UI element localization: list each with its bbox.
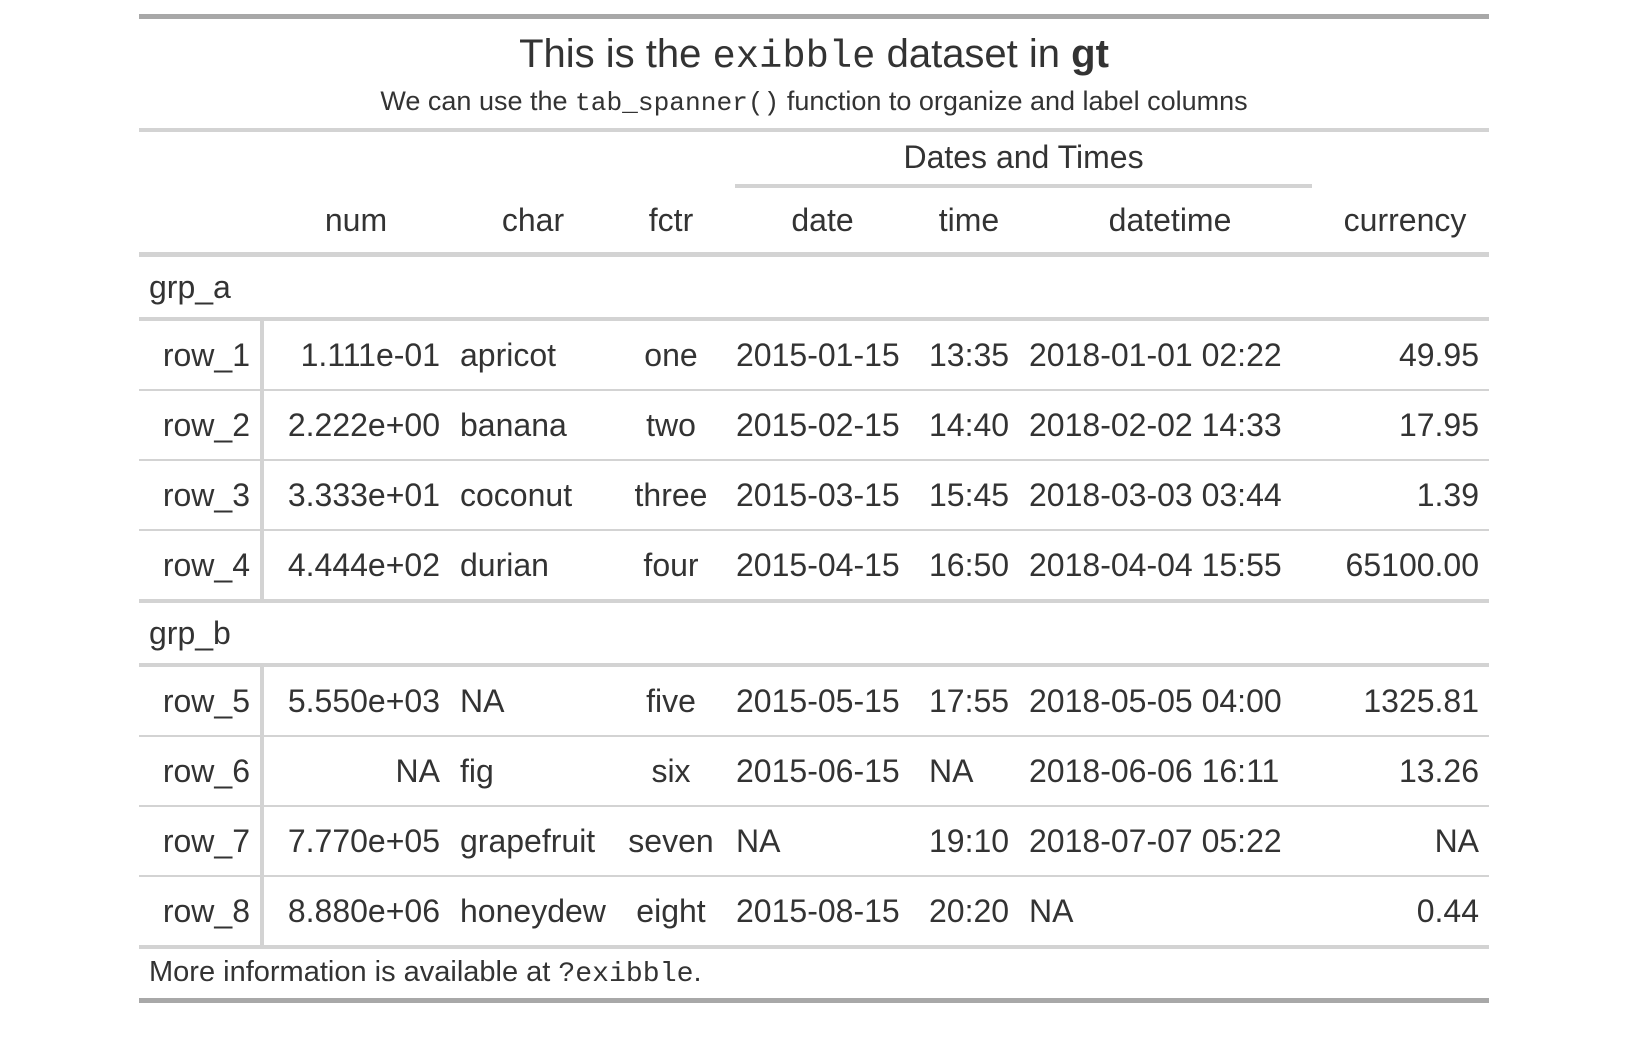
column-header-currency: currency bbox=[1321, 188, 1489, 255]
column-header-char: char bbox=[450, 188, 616, 255]
cell-fctr: eight bbox=[636, 892, 706, 929]
cell-currency: 17.95 bbox=[1321, 390, 1489, 460]
column-header-fctr: fctr bbox=[616, 188, 726, 255]
cell-char: NA bbox=[450, 665, 616, 736]
cell-date: 2015-01-15 bbox=[726, 319, 919, 390]
cell-time: 13:35 bbox=[919, 319, 1019, 390]
cell-date: 2015-05-15 bbox=[726, 665, 919, 736]
cell-fctr: two bbox=[616, 390, 726, 460]
spanner-spacer bbox=[139, 132, 726, 188]
table-row bbox=[139, 530, 1489, 601]
table-row bbox=[139, 665, 1489, 736]
cell-currency: 0.44 bbox=[1416, 892, 1480, 929]
column-header-date: date bbox=[726, 188, 919, 255]
source-note-text-2: . bbox=[693, 956, 702, 988]
row-label: row_2 bbox=[139, 390, 262, 460]
cell-fctr: three bbox=[616, 460, 726, 530]
cell-fctr: one bbox=[616, 319, 726, 390]
cell-char: durian bbox=[450, 530, 616, 601]
spanner-row bbox=[139, 132, 1489, 188]
cell-fctr: four bbox=[616, 530, 726, 601]
cell-currency: 65100.00 bbox=[1321, 530, 1489, 601]
column-header-time: time bbox=[919, 188, 1019, 255]
cell-num: 1.111e-01 bbox=[262, 319, 450, 390]
data-table bbox=[139, 132, 1489, 945]
source-note-code: ?exibble bbox=[558, 959, 694, 990]
table-body bbox=[139, 255, 1489, 946]
row-group-heading bbox=[139, 255, 1489, 320]
table-row bbox=[139, 876, 1489, 945]
spanner-label: Dates and Times bbox=[735, 139, 1312, 188]
cell-time: 15:45 bbox=[919, 460, 1019, 530]
title-code: exibble bbox=[712, 35, 876, 79]
cell-num: 5.550e+03 bbox=[262, 665, 450, 736]
subtitle-text-2: function to organize and label columns bbox=[779, 86, 1248, 116]
cell-time: 14:40 bbox=[919, 390, 1019, 460]
cell-datetime: 2018-05-05 04:00 bbox=[1019, 665, 1321, 736]
cell-time: 19:10 bbox=[919, 806, 1019, 876]
cell-currency: 49.95 bbox=[1321, 319, 1489, 390]
cell-datetime: 2018-06-06 16:11 bbox=[1019, 736, 1321, 806]
row-group-label: grp_b bbox=[139, 601, 1489, 665]
cell-datetime: 2018-04-04 15:55 bbox=[1019, 530, 1321, 601]
column-spanner bbox=[726, 132, 1321, 188]
cell-currency: 1.39 bbox=[1321, 460, 1489, 530]
row-label: row_1 bbox=[139, 319, 262, 390]
row-group-label: grp_a bbox=[139, 255, 1489, 320]
row-label: row_7 bbox=[139, 806, 262, 876]
title-bold: gt bbox=[1071, 32, 1109, 76]
gt-table bbox=[139, 14, 1489, 1003]
cell-fctr: five bbox=[616, 665, 726, 736]
cell-num: NA bbox=[262, 736, 450, 806]
cell-date: 2015-02-15 bbox=[726, 390, 919, 460]
table-row bbox=[139, 319, 1489, 390]
cell-date: NA bbox=[726, 806, 919, 876]
cell-num: 8.880e+06 bbox=[287, 892, 440, 929]
cell-date: 2015-08-15 bbox=[736, 892, 900, 929]
cell-fctr: six bbox=[616, 736, 726, 806]
cell-char: fig bbox=[450, 736, 616, 806]
cell-char: honeydew bbox=[460, 892, 606, 929]
cell-time: 16:50 bbox=[919, 530, 1019, 601]
cell-datetime: 2018-02-02 14:33 bbox=[1019, 390, 1321, 460]
title-text: This is the bbox=[519, 32, 713, 76]
row-label: row_4 bbox=[139, 530, 262, 601]
cell-char: coconut bbox=[450, 460, 616, 530]
source-note bbox=[139, 945, 1489, 998]
cell-time: 17:55 bbox=[919, 665, 1019, 736]
table-header bbox=[139, 19, 1489, 132]
column-headers bbox=[139, 132, 1489, 255]
table-row bbox=[139, 390, 1489, 460]
cell-num: 7.770e+05 bbox=[262, 806, 450, 876]
table-row bbox=[139, 736, 1489, 806]
cell-currency: 13.26 bbox=[1321, 736, 1489, 806]
cell-fctr: seven bbox=[616, 806, 726, 876]
cell-date: 2015-03-15 bbox=[726, 460, 919, 530]
table-row bbox=[139, 806, 1489, 876]
row-label: row_3 bbox=[139, 460, 262, 530]
column-header-datetime: datetime bbox=[1019, 188, 1321, 255]
cell-datetime: 2018-07-07 05:22 bbox=[1019, 806, 1321, 876]
row-label: row_6 bbox=[139, 736, 262, 806]
table-subtitle bbox=[139, 83, 1489, 121]
row-label: row_8 bbox=[139, 876, 262, 945]
source-note-text: More information is available at bbox=[149, 956, 559, 988]
title-text-2: dataset in bbox=[875, 32, 1072, 76]
subtitle-text: We can use the bbox=[380, 86, 576, 116]
column-header-num: num bbox=[262, 188, 450, 255]
column-labels-row bbox=[139, 188, 1489, 255]
cell-datetime: NA bbox=[1029, 892, 1074, 929]
cell-num: 4.444e+02 bbox=[262, 530, 450, 601]
cell-currency: NA bbox=[1321, 806, 1489, 876]
row-group-heading bbox=[139, 601, 1489, 665]
cell-datetime: 2018-03-03 03:44 bbox=[1019, 460, 1321, 530]
cell-date: 2015-06-15 bbox=[726, 736, 919, 806]
row-label: row_5 bbox=[139, 665, 262, 736]
cell-num: 2.222e+00 bbox=[262, 390, 450, 460]
cell-char: apricot bbox=[450, 319, 616, 390]
spanner-spacer-right bbox=[1321, 132, 1489, 188]
stubhead bbox=[139, 188, 262, 255]
cell-time: 20:20 bbox=[929, 892, 1010, 929]
cell-num: 3.333e+01 bbox=[262, 460, 450, 530]
table-row bbox=[139, 460, 1489, 530]
subtitle-code: tab_spanner() bbox=[575, 88, 780, 118]
cell-time: NA bbox=[919, 736, 1019, 806]
cell-datetime: 2018-01-01 02:22 bbox=[1019, 319, 1321, 390]
cell-currency: 1325.81 bbox=[1321, 665, 1489, 736]
cell-char: grapefruit bbox=[450, 806, 616, 876]
table-title bbox=[139, 28, 1489, 83]
cell-char: banana bbox=[450, 390, 616, 460]
cell-date: 2015-04-15 bbox=[726, 530, 919, 601]
